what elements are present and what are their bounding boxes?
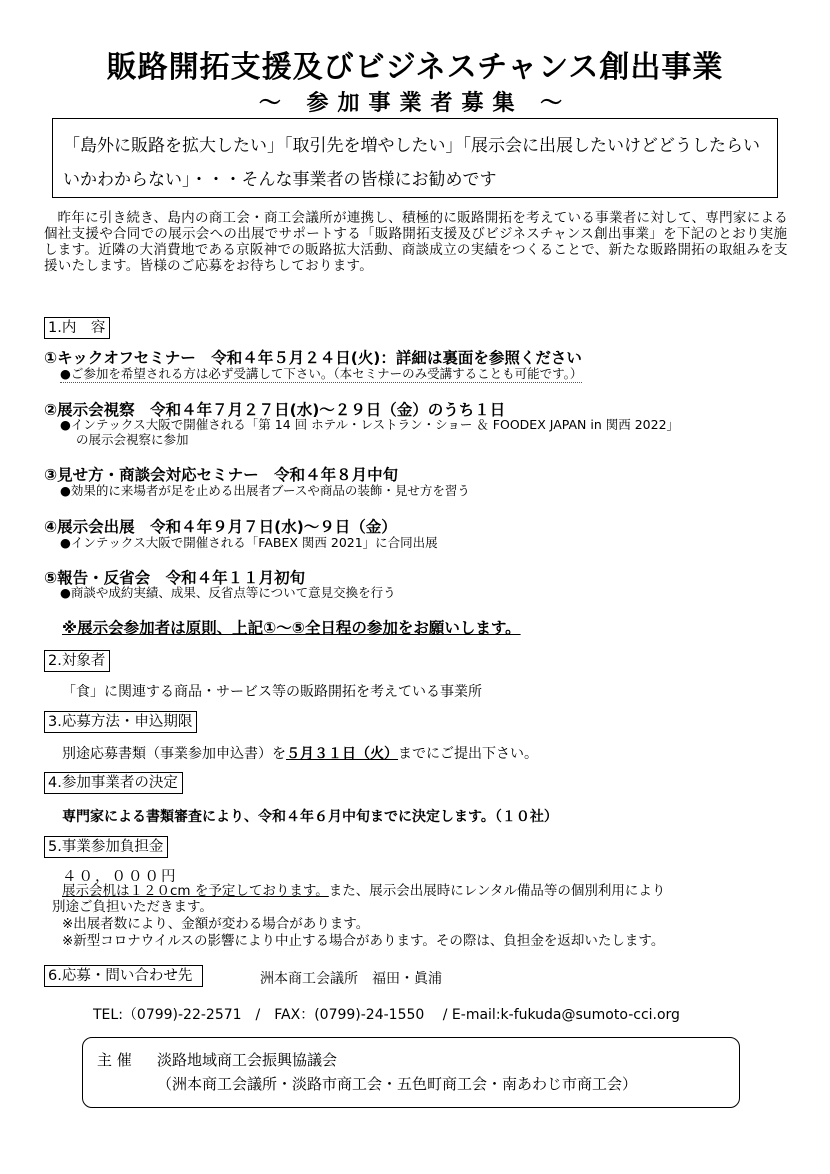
section-heading-fee: 5.事業参加負担金 — [44, 836, 168, 858]
application-deadline: ５月３１日（火） — [286, 746, 398, 762]
item-exhibition-visit-note-1: ●インテックス大阪で開催される「第 14 回 ホテル・レストラン・ショー ＆ FOODEX JAPAN in 関西 2022」 — [60, 417, 680, 432]
organizer-label: 主 催 — [97, 1051, 132, 1069]
item-kickoff-seminar-title: ①キックオフセミナー 令和４年５月２４日(火)：詳細は裏面を参照ください — [44, 349, 582, 367]
section-heading-target: 2.対象者 — [44, 650, 110, 672]
item-exhibition-visit-note-2: の展示会視察に参加 — [76, 432, 189, 447]
organizer-members: （洲本商工会議所・淡路市商工会・五色町商工会・南あわじ市商工会） — [157, 1075, 638, 1093]
item-presentation-seminar-note: ●効果的に来場者が足を止める出展者ブースや商品の装飾・見せ方を習う — [60, 483, 470, 498]
item-presentation-seminar-title: ③見せ方・商談会対応セミナー 令和４年８月中旬 — [44, 466, 399, 484]
appeal-line-2: いかわからない」・・・そんな事業者の皆様にお勧めです — [63, 170, 497, 190]
section-heading-application: 3.応募方法・申込期限 — [44, 711, 197, 733]
application-after: までにご提出下さい。 — [398, 746, 538, 762]
section-heading-decision: 4.参加事業者の決定 — [44, 772, 183, 794]
contact-info: TEL:（0799)-22-2571 / FAX：(0799)-24-1550 / E-mail:k-fukuda@sumoto-cci.org — [93, 1007, 680, 1023]
section-heading-contact: 6.応募・問い合わせ先 — [44, 965, 203, 987]
item-exhibition-note: ●インテックス大阪で開催される「FABEX 関西 2021」に合同出展 — [60, 535, 438, 550]
fee-desk-size: 展示会机は１２０cm を予定しております。 — [62, 883, 329, 899]
item-kickoff-seminar-note — [60, 367, 582, 381]
section-heading-contents: 1.内 容 — [44, 317, 110, 339]
fee-line-2: 別途ご負担いただきます。 — [52, 899, 213, 915]
application-before: 別途応募書類（事業参加申込書）を — [62, 746, 286, 762]
fee-note-2: ※新型コロナウイルスの影響により中止する場合があります。その際は、負担金を返却いたします。 — [62, 933, 665, 949]
target-text: 「食」に関連する商品・サービス等の販路開拓を考えている事業所 — [62, 684, 482, 700]
item-review-meeting-note: ●商談や成約実績、成果、反省点等について意見交換を行う — [60, 585, 396, 600]
item-exhibition-title: ④展示会出展 令和４年９月７日(水)～９日（金） — [44, 518, 397, 536]
appeal-box — [52, 118, 778, 198]
fee-note-1: ※出展者数により、金額が変わる場合があります。 — [62, 916, 370, 932]
fee-amount: ４０，０００円 — [62, 869, 178, 885]
item-exhibition-visit-title: ②展示会視察 令和４年７月２７日(水)～２９日（金）のうち１日 — [44, 401, 506, 419]
organizer-box — [82, 1037, 740, 1108]
decision-text: 専門家による書類審査により、令和４年６月中旬までに決定します。（１０社） — [62, 809, 558, 825]
appeal-line-1: 「島外に販路を拡大したい」「取引先を増やしたい」「展示会に出展したいけどどうしたらい — [63, 136, 760, 156]
fee-line-1-rest: また、展示会出展時にレンタル備品等の個別利用により — [328, 883, 666, 899]
contact-organization: 洲本商工会議所 福田・眞浦 — [260, 971, 442, 987]
fee-line-1 — [62, 884, 665, 899]
kickoff-note-text: ●ご参加を希望される方は必ず受講して下さい。（本セミナーのみ受講することも可能です。） — [60, 366, 583, 381]
page-title: 販路開拓支援及びビジネスチャンス創出事業 — [106, 50, 724, 85]
intro-paragraph: 昨年に引き続き、島内の商工会・商工会議所が連携し、積極的に販路開拓を考えている事業者に対して、専門家による個社支援や合同での展示会への出展でサポートする「販路開拓支援及びビジネスチャンス創出事業」を下記のとおり実施します。近隣の大消費地である京阪神での販路拡大活動、商談成立の実績をつくることで、新たな販路開拓の取組みを支援いたします。皆様のご応募をお待ちしております。 — [44, 210, 789, 274]
organizer-row — [97, 1048, 739, 1072]
item-review-meeting-title: ⑤報告・反省会 令和４年１１月初旬 — [44, 569, 306, 587]
page-subtitle: ～ 参加事業者募集 ～ — [258, 91, 572, 116]
application-text — [62, 743, 538, 763]
organizer-name: 淡路地域商工会振興協議会 — [157, 1051, 338, 1069]
participation-notice: ※展示会参加者は原則、上記①～⑤全日程の参加をお願いします。 — [62, 619, 521, 637]
